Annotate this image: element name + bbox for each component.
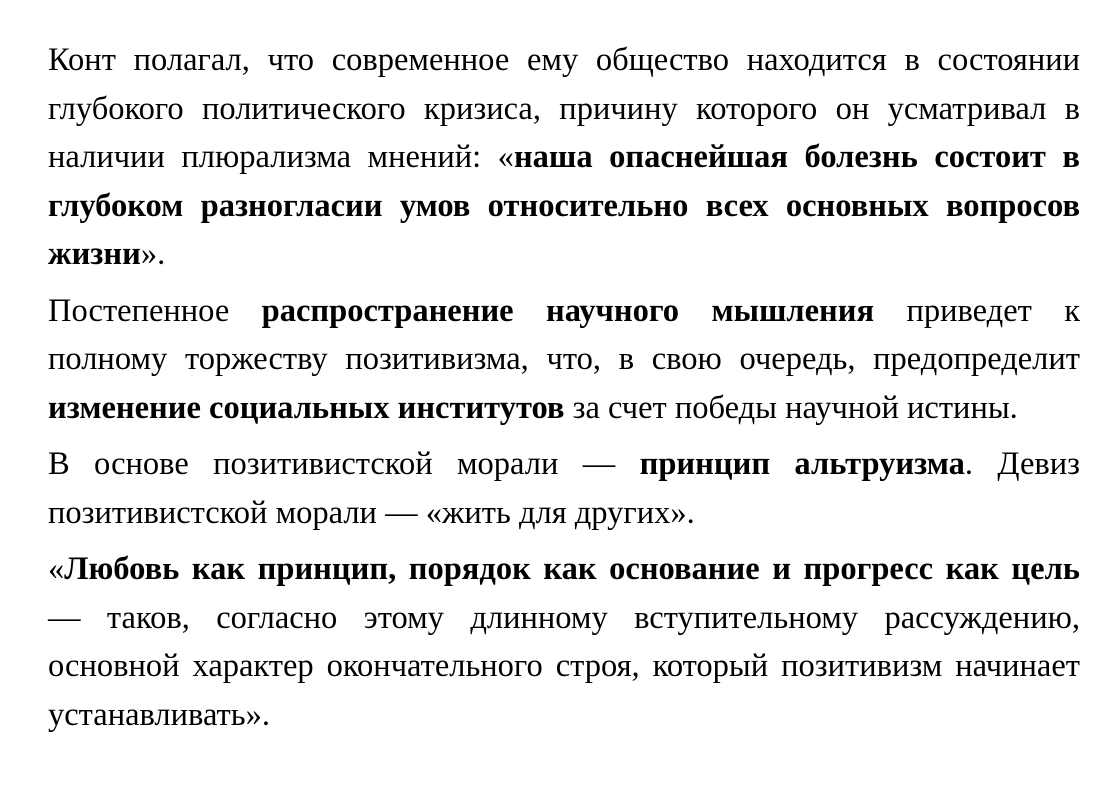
bold-term: изменение социальных институтов <box>48 389 565 426</box>
text-run: Постепенное <box>48 292 262 329</box>
bold-term: принцип альтруизма <box>639 446 965 482</box>
text-run: ». <box>140 236 166 272</box>
text-run: В основе позитивистской морали — <box>48 446 640 482</box>
paragraph-love-order-progress <box>48 545 1080 739</box>
bold-quote: наша опаснейшая болезнь состоит в глубоком разногласии умов относительно всех основных вопросов жизни <box>48 139 1080 272</box>
text-run: Конт полагал, что современное ему общество находится в состоянии глубокого политического кризиса, причину которого он усматривал в наличии плюрализма мнений: « <box>48 42 1080 175</box>
bold-motto: Любовь как принцип, порядок как основание и прогресс как цель <box>64 551 1080 587</box>
paragraph-scientific-thinking <box>48 287 1080 433</box>
paragraph-altruism <box>48 440 1080 537</box>
text-run: — таков, согласно этому длинному вступительному рассуждению, основной характер окончательного строя, который позитивизм начинает устанавливать». <box>48 599 1080 733</box>
bold-term: распространение научного мышления <box>261 292 875 329</box>
paragraph-comte-crisis <box>48 36 1080 279</box>
text-run: . Девиз позитивистской морали — «жить для других». <box>48 446 1080 531</box>
text-run: приведет к полному торжеству позитивизма, что, в свою очередь, предопределит <box>48 292 1081 377</box>
text-run: « <box>48 551 65 587</box>
text-run: за счет победы научной истины. <box>564 389 1018 426</box>
